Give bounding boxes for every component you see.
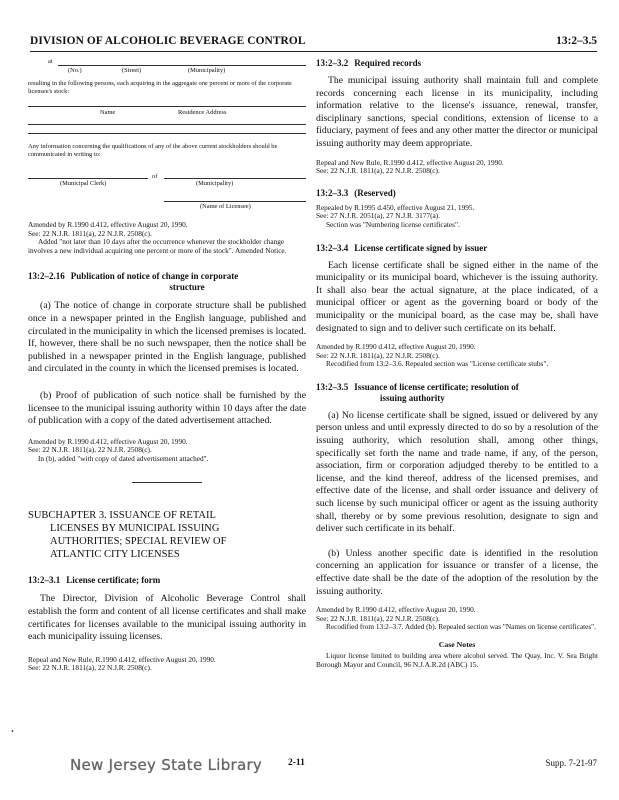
- citation-line: See: 22 N.J.R. 1811(a), 22 N.J.R. 2508(c).: [28, 663, 152, 673]
- left-column: [28, 58, 306, 673]
- citation-line: Repeal and New Rule, R.1990 d.412, effective August 20, 1990.: [28, 654, 216, 664]
- form-label-municipality: (Municipality): [188, 67, 226, 74]
- form-label-no: (No.): [68, 67, 82, 74]
- citation-line: See: 22 N.J.R. 1811(a), 22 N.J.R. 2508(c).: [28, 445, 152, 455]
- section-title-cont: structure: [169, 282, 205, 293]
- form-header-name: Name: [100, 109, 116, 116]
- paragraph: The municipal issuing authority shall maintain full and complete records concerning each license in its municipality, including information relative to the license's issuance, renewal, transfer, disciplinary sanctions, special conditions, extension of license to a fiduciary, payment of fees and any other matter the director or municipal issuing authority may deem appropriate.: [316, 75, 598, 149]
- citation-line: See: 22 N.J.R. 1811(a), 22 N.J.R. 2508(c).: [28, 228, 152, 238]
- paragraph-a: (a) No license certificate shall be signed, issued or delivered by any person unless and until expressly directed to do so by a resolution of the issuing authority, which resolution shall, among other things, specifically set forth the name and trade name, if any, of the person, association, firm or corporation adjudged thereby to be entitled to a license, and the kind thereof, address of the licensed premises, and effective date of the license, and shall order issuance and delivery of such license by such municipal officer or agent as the issuing authority shall, thereby or by some previous resolution, designate to sign and deliver such certificate in its behalf.: [316, 409, 598, 535]
- right-column: [316, 58, 598, 669]
- subchapter-line: AUTHORITIES; SPECIAL REVIEW OF: [50, 535, 227, 547]
- supplement-date: Supp. 7-21-97: [545, 758, 597, 768]
- section-heading-3-2: [316, 58, 598, 69]
- case-note: Liquor license limited to building area where alcohol served. The Quay, Inc. V. Sea Bright Borough Mayor and Council, 96 N.J.A.R.2d (ABC) 15.: [316, 650, 598, 669]
- form-label-licensee: (Name of Licensee): [200, 203, 251, 210]
- form-address-block: [50, 58, 306, 78]
- running-header-code: 13:2–3.5: [556, 35, 597, 47]
- section-number: 13:2–3.5: [316, 381, 349, 392]
- form-line: [28, 133, 306, 134]
- paragraph: The Director, Division of Alcoholic Beverage Control shall establish the form and content of all license certificates and shall make certificates for licenses available to the municipal issuing authority in each municipality issuing licenses.: [28, 593, 306, 643]
- page-number: 2-11: [288, 758, 305, 768]
- section-heading-3-1: [28, 575, 306, 586]
- left-text-flow: [28, 221, 306, 673]
- case-notes-heading: Case Notes: [438, 639, 476, 649]
- citation-line: See: 22 N.J.R. 1811(a), 22 N.J.R. 2508(c).: [316, 350, 440, 360]
- header-rule: [30, 51, 597, 52]
- section-title: License certificate; form: [66, 575, 161, 586]
- citation-line: See: 27 N.J.R. 2051(a), 27 N.J.R. 3177(a).: [316, 211, 441, 221]
- form-clerk-block: [28, 171, 306, 189]
- form-table-header: [28, 107, 306, 119]
- citation-line: Amended by R.1990 d.412, effective August 20, 1990.: [316, 605, 476, 615]
- citation-note: Section was "Numbering license certificates".: [326, 219, 460, 229]
- paragraph: Each license certificate shall be signed either in the name of the municipality or its municipal board, whichever is the issuing authority. It shall also bear the actual signature, at the place indicated, of a municipal officer or agent as the governing board or body of the municipality or the municipal board, as the case may be, shall have designated to sign and to deliver such certificate on its behalf.: [316, 259, 598, 334]
- form-of: of: [152, 173, 158, 180]
- section-title: (Reserved): [354, 187, 396, 198]
- citation-note: In (b), added "with copy of dated advertisement attached".: [38, 453, 209, 463]
- subchapter-line: ATLANTIC CITY LICENSES: [50, 549, 180, 561]
- form-header-address: Residence Address: [178, 109, 227, 116]
- paragraph-b: (b) Unless another specific date is identified in the resolution concerning an application for issuance or transfer of a license, the effective date shall be the date of the adoption of the resolution by the issuing authority.: [316, 547, 598, 597]
- section-heading-3-3: [316, 188, 598, 199]
- section-title-cont: issuing authority: [380, 392, 445, 403]
- section-title: Publication of notice of change in corporate: [70, 271, 239, 282]
- running-header-title: DIVISION OF ALCOHOLIC BEVERAGE CONTROL: [30, 35, 306, 47]
- form-line: [164, 201, 306, 202]
- paragraph-b: (b) Proof of publication of such notice shall be furnished by the licensee to the municipal issuing authority within 10 days after the date of publication with a copy of the dated advertisement attached.: [28, 389, 306, 427]
- section-title: Required records: [354, 58, 422, 68]
- citation-line: Amended by R.1990 d.412, effective August 20, 1990.: [28, 436, 188, 446]
- section-title: License certificate signed by issuer: [354, 242, 488, 253]
- citation-line: See: 22 N.J.R. 1811(a), 22 N.J.R. 2508(c).: [316, 613, 440, 623]
- form-resulting-text: resulting in the following persons, each acquiring in the aggregate one percent or more of the corporate licensee's stock:: [28, 80, 292, 95]
- form-line: [58, 65, 306, 66]
- section-heading-3-5: [316, 382, 598, 404]
- section-number: 13:2–3.2: [316, 58, 349, 68]
- citation-note: Recodified from 13:2–3.6. Repealed section was "License certificate stubs".: [326, 359, 549, 369]
- citation-note: Recodified from 13:2–3.7. Added (b). Repealed section was "Names on license certificates".: [326, 622, 596, 632]
- subchapter-line: LICENSES BY MUNICIPAL ISSUING: [50, 522, 220, 534]
- citation-line: Repeal and New Rule, R.1990 d.412, effective August 20, 1990.: [316, 157, 504, 167]
- section-number: 13:2–3.3: [316, 187, 349, 198]
- section-number: 13:2–2.16: [28, 271, 65, 282]
- form-line: [28, 178, 148, 179]
- form-at: at: [48, 58, 53, 65]
- citation-line: See: 22 N.J.R. 1811(a), 22 N.J.R. 2508(c).: [316, 166, 440, 176]
- section-number: 13:2–3.1: [28, 575, 61, 586]
- form-info-text: Any information concerning the qualifications of any of the above current stockholders should be communicated in writing to:: [28, 143, 278, 158]
- form-label-municipality-2: (Municipality): [196, 180, 234, 187]
- section-title: Issuance of license certificate; resolution of: [354, 381, 519, 392]
- section-heading-2-16: [28, 271, 306, 293]
- citation-line: Amended by R.1990 d.412, effective August 20, 1990.: [28, 220, 188, 229]
- form-licensee-block: [28, 195, 306, 211]
- citation-line: Amended by R.1990 d.412, effective August 20, 1990.: [316, 342, 476, 352]
- citation-line: Repealed by R.1995 d.450, effective August 21, 1995.: [316, 202, 475, 212]
- citation-note: Added "not later than 10 days after the occurrence whenever the stockholder change involves a new individual acquiring one percent or more of the stock". Amended Notice.: [28, 237, 287, 255]
- section-heading-3-4: [316, 243, 598, 254]
- subchapter-heading: [28, 509, 306, 562]
- library-watermark: New Jersey State Library: [70, 756, 263, 774]
- margin-mark: •: [11, 727, 14, 736]
- form-line: [164, 178, 306, 179]
- section-number: 13:2–3.4: [316, 242, 349, 253]
- subchapter-line: SUBCHAPTER 3. ISSUANCE OF RETAIL: [28, 509, 216, 521]
- paragraph-a: (a) The notice of change in corporate structure shall be published once in a newspaper printed in the English language, published and circulated in the municipality in which the licensed premises is located. If, however, there shall be no such newspaper, then the notice shall be published in a newspaper printed in the English language, published and circulated in the county in which the licensed premises is located.: [28, 300, 306, 375]
- form-line: [28, 124, 306, 125]
- form-label-clerk: (Municipal Clerk): [60, 180, 107, 187]
- form-label-street: (Street): [122, 67, 142, 74]
